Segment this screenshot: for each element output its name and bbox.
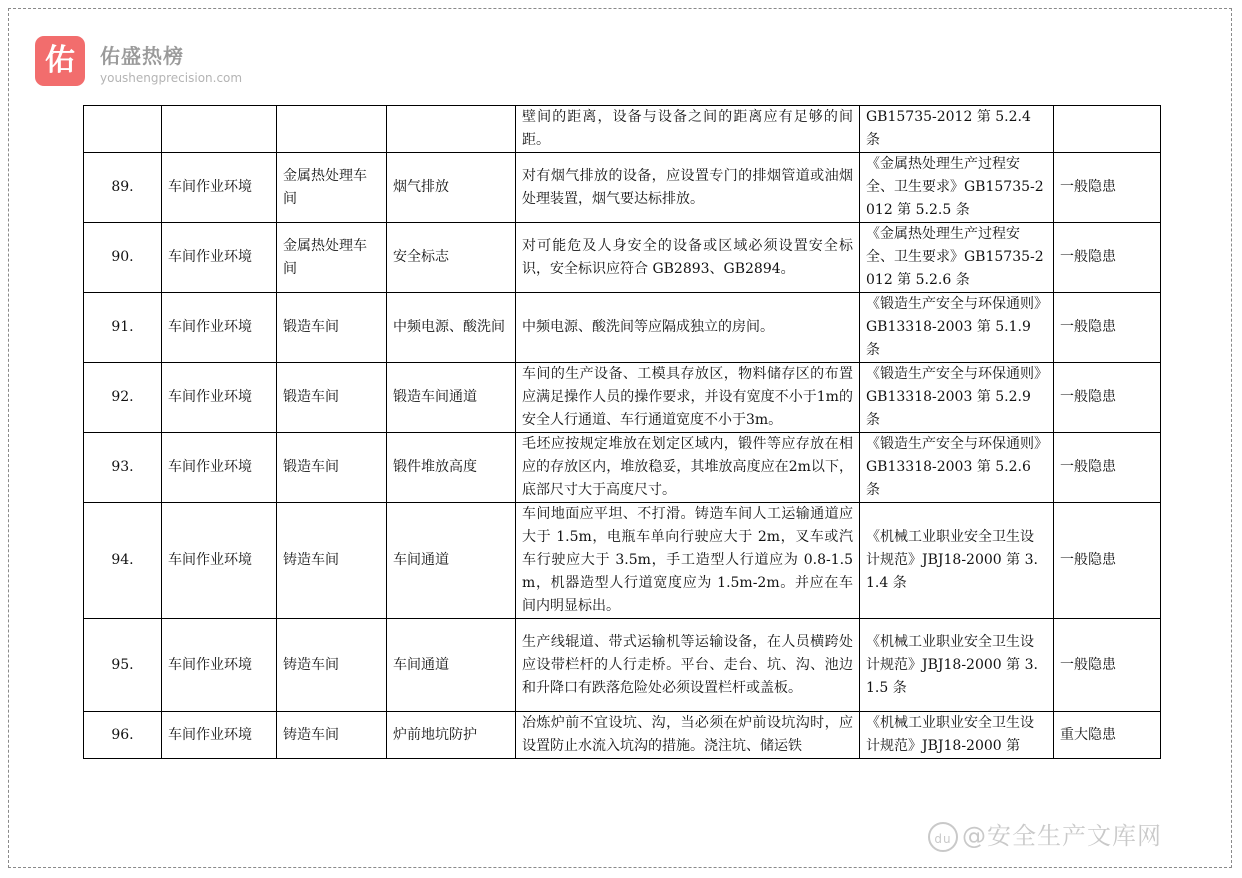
- table-row: [84, 223, 1161, 293]
- table-row: [84, 106, 1161, 153]
- row-hazard-level: 一般隐患: [1054, 503, 1161, 619]
- brand-url: youshengprecision.com: [100, 71, 243, 85]
- row-workshop: 金属热处理车间: [277, 153, 387, 223]
- row-requirement: 车间地面应平坦、不打滑。铸造车间人工运输通道应大于 1.5m，电瓶车单向行驶应大于 2m，叉车或汽车行驶应大于 3.5m，手工造型人行道应为 0.8-1.5m，机器造型人行道宽度应为 1.5m-2m。并应在车间内明显标出。: [516, 503, 860, 619]
- row-number: 90.: [84, 223, 162, 293]
- row-category: 车间作业环境: [162, 503, 277, 619]
- row-workshop: 铸造车间: [277, 503, 387, 619]
- row-item: 车间通道: [387, 619, 516, 712]
- row-hazard-level: 一般隐患: [1054, 293, 1161, 363]
- row-workshop: 锻造车间: [277, 293, 387, 363]
- hazard-table-body: [84, 106, 1161, 759]
- row-category: 车间作业环境: [162, 363, 277, 433]
- row-requirement: 中频电源、酸洗间等应隔成独立的房间。: [516, 293, 860, 363]
- row-category: 车间作业环境: [162, 223, 277, 293]
- row-hazard-level: 一般隐患: [1054, 433, 1161, 503]
- row-hazard-level: 一般隐患: [1054, 223, 1161, 293]
- brand-name: 佑盛热榜: [100, 44, 184, 68]
- row-number: 93.: [84, 433, 162, 503]
- row-standard: 《机械工业职业安全卫生设计规范》JBJ18-2000 第: [860, 712, 1054, 759]
- row-workshop: 金属热处理车间: [277, 223, 387, 293]
- row-number: 92.: [84, 363, 162, 433]
- row-category: 车间作业环境: [162, 293, 277, 363]
- watermark-text: @安全生产文库网: [962, 822, 1162, 850]
- row-standard: 《金属热处理生产过程安全、卫生要求》GB15735-2012 第 5.2.6 条: [860, 223, 1054, 293]
- watermark: [928, 816, 1162, 852]
- row-category: 车间作业环境: [162, 712, 277, 759]
- row-category: 车间作业环境: [162, 153, 277, 223]
- row-category: [162, 106, 277, 153]
- row-standard: 《锻造生产安全与环保通则》GB13318-2003 第 5.2.9 条: [860, 363, 1054, 433]
- brand-logo-icon: 佑: [35, 36, 85, 86]
- row-number: 91.: [84, 293, 162, 363]
- row-item: 安全标志: [387, 223, 516, 293]
- row-item: [387, 106, 516, 153]
- row-requirement: 对有烟气排放的设备，应设置专门的排烟管道或油烟处理装置，烟气要达标排放。: [516, 153, 860, 223]
- row-item: 锻造车间通道: [387, 363, 516, 433]
- row-standard: 《锻造生产安全与环保通则》GB13318-2003 第 5.1.9 条: [860, 293, 1054, 363]
- row-workshop: 铸造车间: [277, 619, 387, 712]
- row-standard: GB15735-2012 第 5.2.4 条: [860, 106, 1054, 153]
- row-standard: 《机械工业职业安全卫生设计规范》JBJ18-2000 第 3.1.4 条: [860, 503, 1054, 619]
- row-requirement: 对可能危及人身安全的设备或区域必须设置安全标识，安全标识应符合 GB2893、GB2894。: [516, 223, 860, 293]
- row-hazard-level: 一般隐患: [1054, 153, 1161, 223]
- row-requirement: 壁间的距离，设备与设备之间的距离应有足够的间距。: [516, 106, 860, 153]
- table-row: [84, 153, 1161, 223]
- row-hazard-level: 一般隐患: [1054, 363, 1161, 433]
- row-workshop: 锻造车间: [277, 433, 387, 503]
- table-row: [84, 363, 1161, 433]
- row-requirement: 冶炼炉前不宜设坑、沟，当必须在炉前设坑沟时，应设置防止水流入坑沟的措施。浇注坑、储运铁: [516, 712, 860, 759]
- table-row: [84, 293, 1161, 363]
- row-category: 车间作业环境: [162, 433, 277, 503]
- paw-icon: du: [928, 822, 958, 852]
- row-item: 中频电源、酸洗间: [387, 293, 516, 363]
- row-hazard-level: [1054, 106, 1161, 153]
- row-workshop: 锻造车间: [277, 363, 387, 433]
- row-hazard-level: 重大隐患: [1054, 712, 1161, 759]
- row-standard: 《金属热处理生产过程安全、卫生要求》GB15735-2012 第 5.2.5 条: [860, 153, 1054, 223]
- table-row: [84, 619, 1161, 712]
- row-number: [84, 106, 162, 153]
- row-requirement: 车间的生产设备、工模具存放区，物料储存区的布置应满足操作人员的操作要求，并设有宽度不小于1m的安全人行通道、车行通道宽度不小于3m。: [516, 363, 860, 433]
- row-item: 炉前地坑防护: [387, 712, 516, 759]
- row-workshop: [277, 106, 387, 153]
- row-workshop: 铸造车间: [277, 712, 387, 759]
- row-standard: 《机械工业职业安全卫生设计规范》JBJ18-2000 第 3.1.5 条: [860, 619, 1054, 712]
- row-number: 96.: [84, 712, 162, 759]
- table-row: [84, 712, 1161, 759]
- hazard-table: [83, 105, 1161, 759]
- row-requirement: 生产线辊道、带式运输机等运输设备，在人员横跨处应设带栏杆的人行走桥。平台、走台、坑、沟、池边和升降口有跌落危险处必须设置栏杆或盖板。: [516, 619, 860, 712]
- row-item: 车间通道: [387, 503, 516, 619]
- row-requirement: 毛坯应按规定堆放在划定区域内，锻件等应存放在相应的存放区内，堆放稳妥，其堆放高度应在2m以下，底部尺寸大于高度尺寸。: [516, 433, 860, 503]
- row-number: 94.: [84, 503, 162, 619]
- row-hazard-level: 一般隐患: [1054, 619, 1161, 712]
- row-number: 95.: [84, 619, 162, 712]
- table-row: [84, 433, 1161, 503]
- row-number: 89.: [84, 153, 162, 223]
- row-standard: 《锻造生产安全与环保通则》GB13318-2003 第 5.2.6 条: [860, 433, 1054, 503]
- row-category: 车间作业环境: [162, 619, 277, 712]
- row-item: 烟气排放: [387, 153, 516, 223]
- table-row: [84, 503, 1161, 619]
- row-item: 锻件堆放高度: [387, 433, 516, 503]
